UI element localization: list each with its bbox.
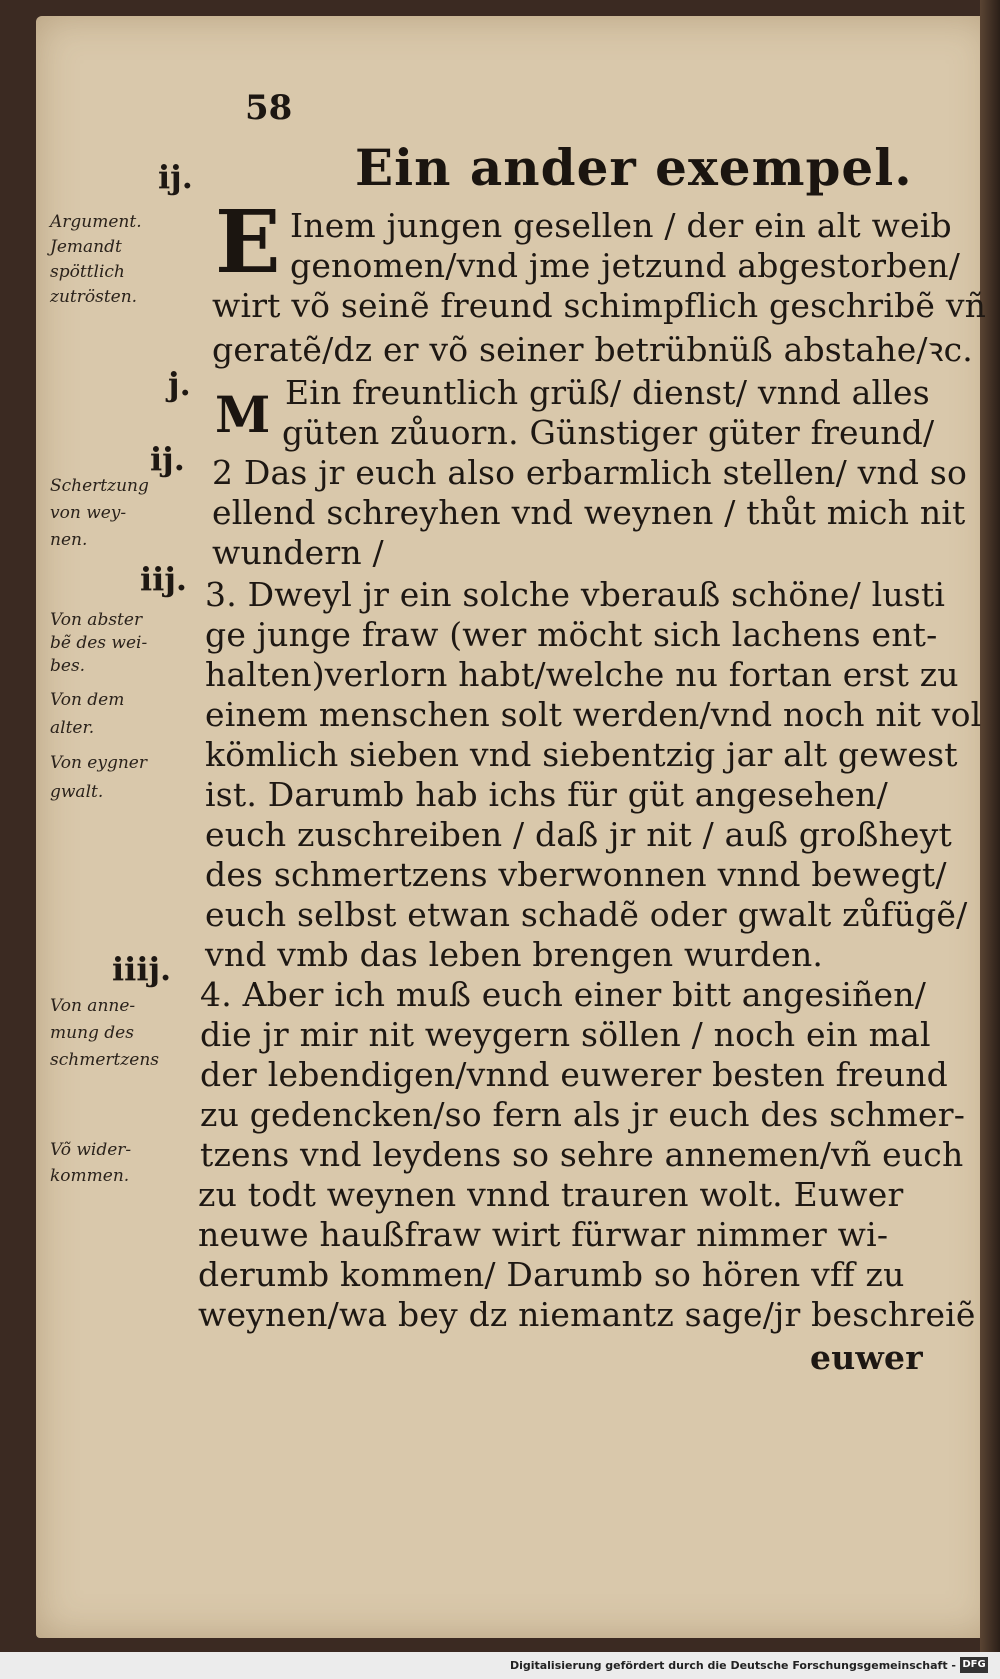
margin-note: spöttlich	[50, 262, 125, 282]
text-line: vnd vmb das leben brengen wurden.	[205, 935, 824, 974]
text-line: 3. Dweyl jr ein solche vberauß schöne/ lusti	[205, 575, 946, 614]
text-line: ellend schreyhen vnd weynen / thůt mich nit	[212, 493, 966, 532]
margin-note: gwalt.	[50, 782, 104, 802]
text-line: einem menschen solt werden/vnd noch nit vol	[205, 695, 982, 734]
text-line: derumb kommen/ Darumb so hören vff zu	[198, 1255, 905, 1294]
drop-cap: E	[215, 192, 281, 293]
margin-note: kommen.	[50, 1166, 130, 1186]
section-number: iiij.	[112, 950, 172, 988]
text-line: des schmertzens vberwonnen vnnd bewegt/	[205, 855, 947, 894]
text-line: der lebendigen/vnnd euwerer besten freund	[200, 1055, 948, 1094]
margin-note: nen.	[50, 530, 88, 550]
intro-line: wirt võ seinẽ freund schimpflich geschribẽ vñ	[212, 286, 987, 325]
section-number: j.	[168, 365, 191, 403]
margin-note: Schertzung	[50, 476, 149, 496]
dfg-logo: DFG	[960, 1657, 988, 1673]
text-line: zu todt weynen vnnd trauren wolt. Euwer	[198, 1175, 904, 1214]
text-line: ist. Darumb hab ichs für güt angesehen/	[205, 775, 888, 814]
text-line: tzens vnd leydens so sehre annemen/vñ euch	[200, 1135, 964, 1174]
text-line: neuwe haußfraw wirt fürwar nimmer wi-	[198, 1215, 889, 1254]
margin-note: Von abster	[50, 610, 143, 630]
letter-drop-cap: M	[215, 385, 271, 444]
text-line: güten zůuorn. Günstiger güter freund/	[282, 413, 935, 452]
text-line: euch selbst etwan schadẽ oder gwalt zůfügẽ/	[205, 895, 968, 934]
margin-note: Argument.	[50, 212, 142, 232]
text-line: die jr mir nit weygern söllen / noch ein mal	[200, 1015, 931, 1054]
text-line: euch zuschreiben / daß jr nit / auß großheyt	[205, 815, 952, 854]
text-line: zu gedencken/so fern als jr euch des schmer-	[200, 1095, 966, 1134]
intro-line: genomen/vnd jme jetzund abgestorben/	[290, 246, 961, 285]
margin-note: Võ wider-	[50, 1140, 132, 1160]
margin-note: bes.	[50, 656, 86, 676]
page-title: Ein ander exempel.	[355, 138, 913, 197]
margin-note: von wey-	[50, 503, 127, 523]
catchword: euwer	[810, 1338, 923, 1377]
margin-note: mung des	[50, 1023, 134, 1043]
margin-note: schmertzens	[50, 1050, 160, 1070]
margin-note: alter.	[50, 718, 95, 738]
margin-note: Von eygner	[50, 753, 147, 773]
margin-note: bẽ des wei-	[50, 633, 148, 653]
text-line: ge junge fraw (wer möcht sich lachens ent-	[205, 615, 938, 654]
margin-note: zutrösten.	[50, 287, 138, 307]
text-line: wundern /	[212, 533, 384, 572]
section-number: ij.	[150, 440, 185, 478]
text-line: halten)verlorn habt/welche nu fortan erst zu	[205, 655, 959, 694]
intro-line: geratẽ/dz er võ seiner betrübnüß abstahe/ꝛc.	[212, 330, 973, 369]
section-number: ij.	[158, 158, 193, 196]
margin-note: Von anne-	[50, 996, 136, 1016]
margin-note: Jemandt	[50, 237, 122, 257]
text-line: kömlich sieben vnd siebentzig jar alt gewest	[205, 735, 958, 774]
text-line: weynen/wa bey dz niemantz sage/jr beschreiẽ	[198, 1295, 976, 1334]
page-number: 58	[245, 88, 293, 128]
margin-note: Von dem	[50, 690, 125, 710]
text-line: Ein freuntlich grüß/ dienst/ vnnd alles	[285, 373, 930, 412]
footer-credit: Digitalisierung gefördert durch die Deutsche Forschungsgemeinschaft -	[509, 1659, 956, 1672]
intro-line: Inem jungen gesellen / der ein alt weib	[290, 206, 952, 245]
text-line: 2 Das jr euch also erbarmlich stellen/ vnd so	[212, 453, 968, 492]
text-line: 4. Aber ich muß euch einer bitt angesiñen/	[200, 975, 927, 1014]
section-number: iij.	[140, 560, 188, 598]
page-edge	[980, 0, 1000, 1652]
